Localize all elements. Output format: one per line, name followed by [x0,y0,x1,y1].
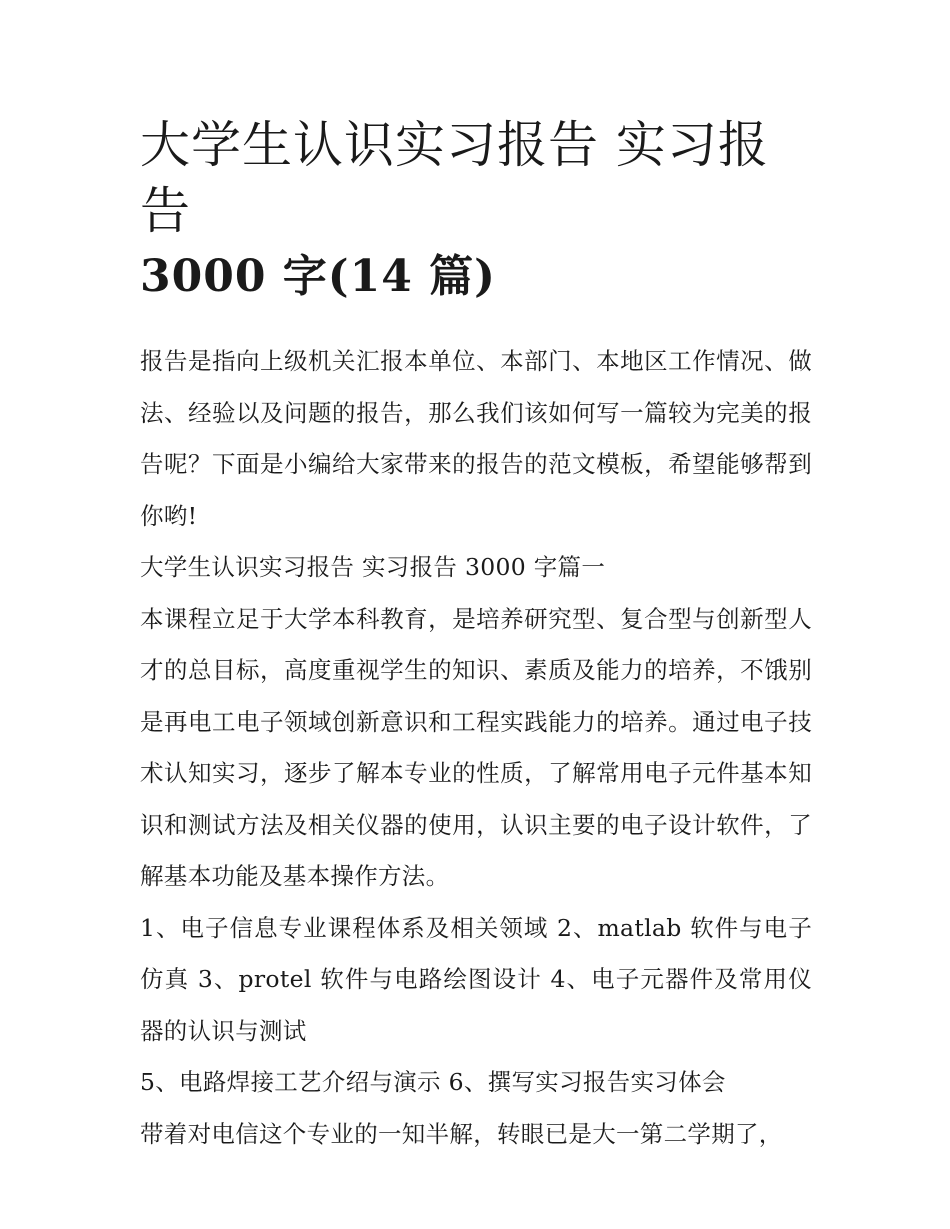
section-heading: 大学生认识实习报告 实习报告 3000 字篇一 [140,553,606,581]
list-paragraph-1: 1、电子信息专业课程体系及相关领域 2、matlab 软件与电子仿真 3、protel 软件与电路绘图设计 4、电子元器件及常用仪器的认识与测试 [140,913,812,1045]
intro-paragraph: 报告是指向上级机关汇报本单位、本部门、本地区工作情况、做法、经验以及问题的报告，那么我们该如何写一篇较为完美的报告呢？下面是小编给大家带来的报告的范文模板，希望能够帮到你哟! [140,347,812,530]
title-line-2: 3000 字(14 篇) [140,251,496,302]
document-page [140,112,812,1160]
list-paragraph-2: 5、电路焊接工艺介绍与演示 6、撰写实习报告实习体会 [140,1068,726,1096]
document-title [140,112,812,310]
title-line-1: 大学生认识实习报告 实习报告 [140,116,769,240]
body-paragraph-2: 带着对电信这个专业的一知半解，转眼已是大一第二学期了， [140,1119,783,1148]
body-paragraph-1: 本课程立足于大学本科教育，是培养研究型、复合型与创新型人才的总目标，高度重视学生的知识、素质及能力的培养，不饿别是再电工电子领域创新意识和工程实践能力的培养。通过电子技术认知实习，逐步了解本专业的性质，了解常用电子元件基本知识和测试方法及相关仪器的使用，认识主要的电子设计软件，了解基本功能及基本操作方法。 [140,604,812,890]
